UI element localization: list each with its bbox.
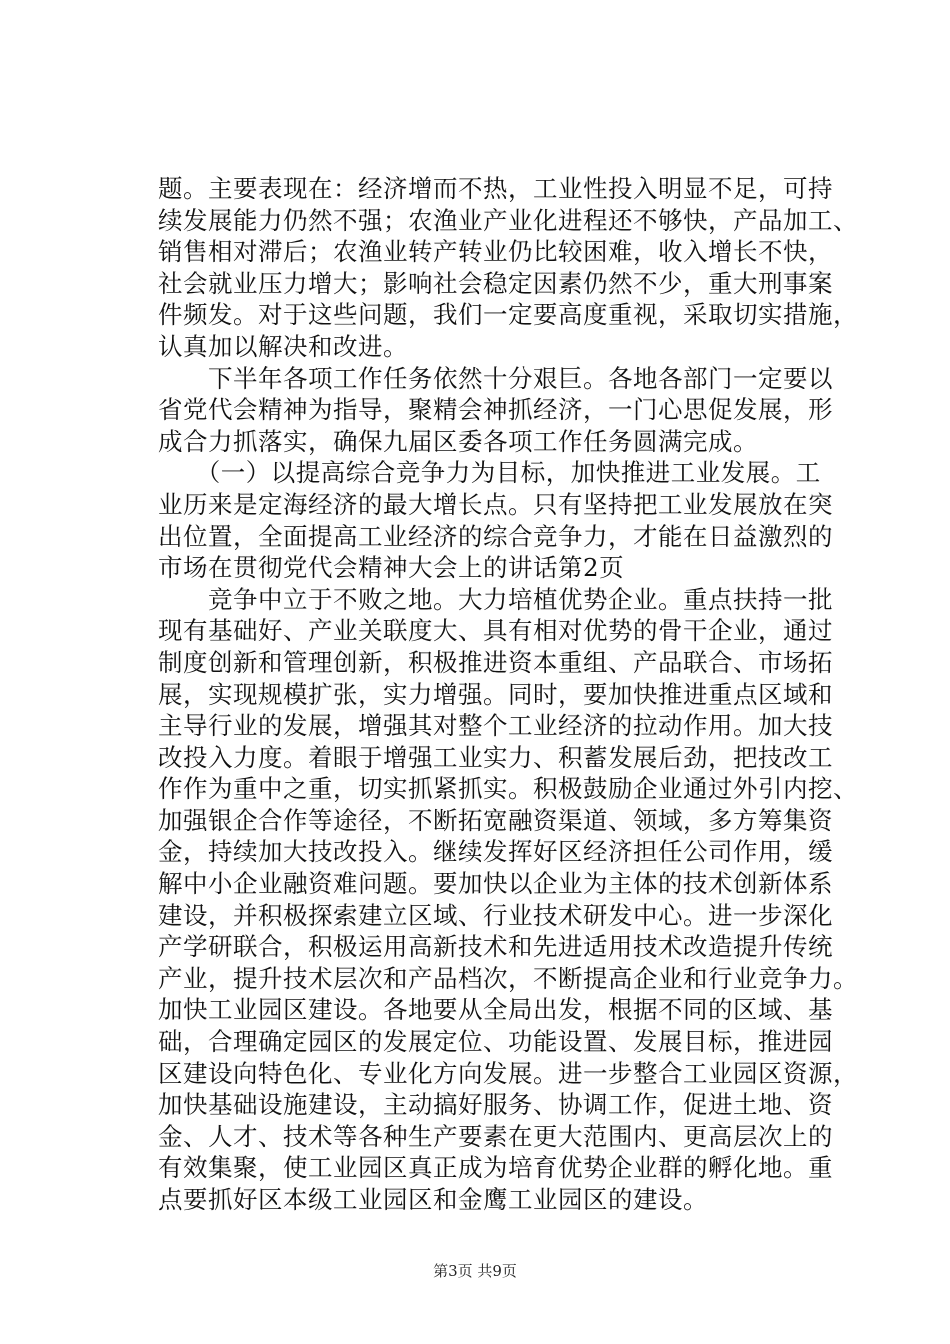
text-line: 建设，并积极探索建立区域、行业技术研发中心。进一步深化 [158, 900, 833, 930]
text-line: 加强银企合作等途径，不断拓宽融资渠道、领域，多方筹集资 [158, 805, 833, 835]
text-line: 础，合理确定园区的发展定位、功能设置、发展目标，推进园 [158, 1027, 833, 1057]
text-line: （一）以提高综合竞争力为目标，加快推进工业发展。工 [158, 458, 821, 488]
text-line: 现有基础好、产业关联度大、具有相对优势的骨干企业，通过 [158, 616, 833, 646]
text-line: 加快基础设施建设，主动搞好服务、协调工作，促进土地、资 [158, 1090, 833, 1120]
text-line: 加快工业园区建设。各地要从全局出发，根据不同的区域、基 [158, 995, 833, 1025]
text-line: 下半年各项工作任务依然十分艰巨。各地各部门一定要以 [158, 363, 833, 393]
page-number: 第3页 共9页 [433, 1262, 517, 1280]
text-line: 业历来是定海经济的最大增长点。只有坚持把工业发展放在突 [158, 489, 833, 519]
text-line: 金，持续加大技改投入。继续发挥好区经济担任公司作用，缓 [158, 837, 833, 867]
text-line: 竞争中立于不败之地。大力培植优势企业。重点扶持一批 [158, 584, 833, 614]
text-line: 题。主要表现在：经济增而不热，工业性投入明显不足，可持 [158, 174, 833, 203]
text-line: 产业，提升技术层次和产品档次，不断提高企业和行业竞争力。 [158, 963, 858, 993]
text-line: 改投入力度。着眼于增强工业实力、积蓄发展后劲，把技改工 [158, 742, 833, 772]
text-line: 认真加以解决和改进。 [158, 331, 408, 361]
text-line: 区建设向特色化、专业化方向发展。进一步整合工业园区资源， [158, 1058, 858, 1088]
text-line: 件频发。对于这些问题，我们一定要高度重视，采取切实措施， [158, 300, 858, 330]
document-body [158, 173, 864, 1216]
text-line: 社会就业压力增大；影响社会稳定因素仍然不少，重大刑事案 [158, 268, 833, 298]
text-line: 有效集聚，使工业园区真正成为培育优势企业群的孵化地。重 [158, 1153, 833, 1183]
text-line: 销售相对滞后；农渔业转产转业仍比较困难，收入增长不快， [158, 237, 833, 267]
text-line: 产学研联合，积极运用高新技术和先进适用技术改造提升传统 [158, 932, 833, 962]
text-line: 点要抓好区本级工业园区和金鹰工业园区的建设。 [158, 1185, 708, 1214]
text-line: 市场在贯彻党代会精神大会上的讲话第2页 [158, 553, 625, 583]
text-line: 续发展能力仍然不强；农渔业产业化进程还不够快，产品加工、 [158, 205, 858, 235]
text-line: 省党代会精神为指导，聚精会神抓经济，一门心思促发展，形 [158, 395, 833, 425]
text-line: 主导行业的发展，增强其对整个工业经济的拉动作用。加大技 [158, 711, 833, 741]
text-line: 金、人才、技术等各种生产要素在更大范围内、更高层次上的 [158, 1121, 833, 1151]
text-line: 出位置，全面提高工业经济的综合竞争力，才能在日益激烈的 [158, 521, 833, 551]
page-footer [0, 1260, 950, 1281]
text-line: 制度创新和管理创新，积极推进资本重组、产品联合、市场拓 [158, 647, 833, 677]
text-line: 成合力抓落实，确保九届区委各项工作任务圆满完成。 [158, 426, 758, 456]
text-line: 作作为重中之重，切实抓紧抓实。积极鼓励企业通过外引内挖、 [158, 774, 858, 804]
text-line: 解中小企业融资难问题。要加快以企业为主体的技术创新体系 [158, 869, 833, 899]
text-line: 展，实现规模扩张，实力增强。同时，要加快推进重点区域和 [158, 679, 833, 709]
